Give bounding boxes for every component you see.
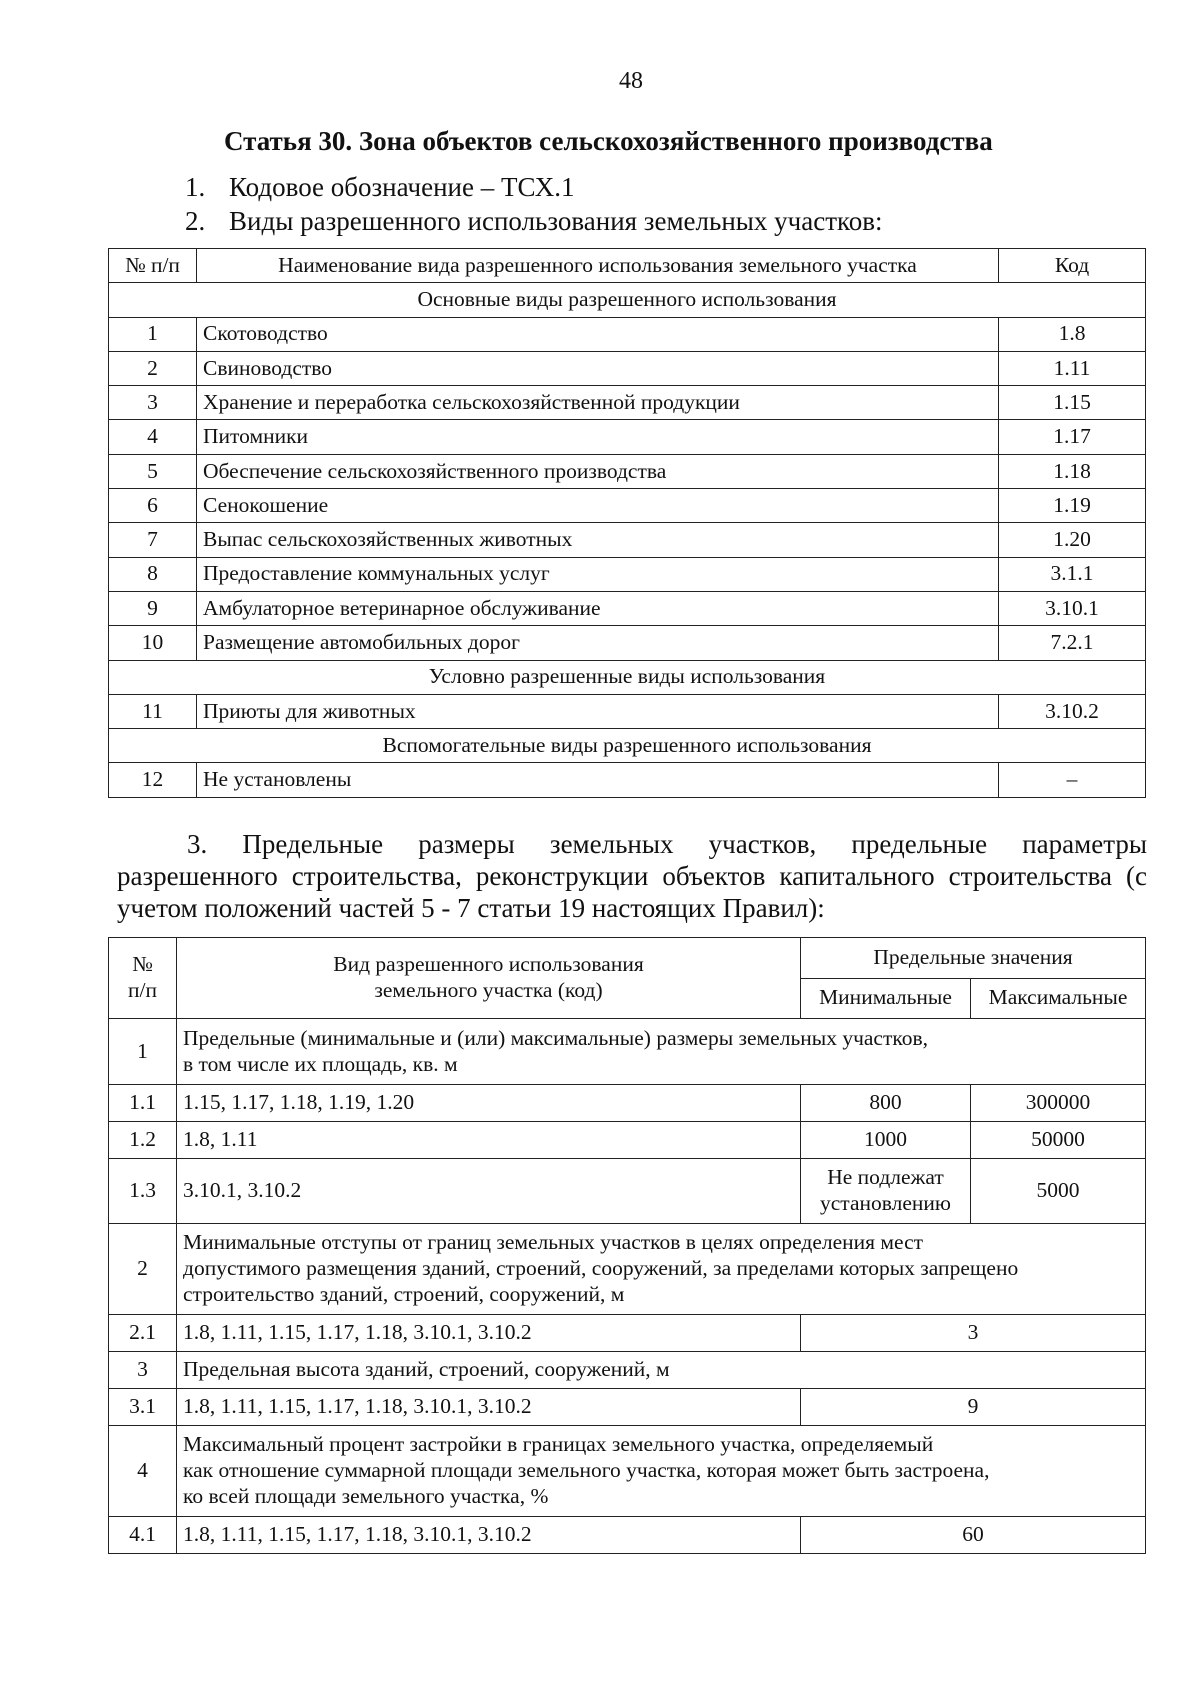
use-code: 1.20 [999, 523, 1146, 557]
section-header: Условно разрешенные виды использования [109, 660, 1146, 694]
description-line: в том числе их площадь, кв. м [183, 1051, 458, 1076]
use-code: 7.2.1 [999, 626, 1146, 660]
column-header-kind [177, 938, 801, 1019]
table-row [109, 420, 1146, 454]
use-code: 1.19 [999, 489, 1146, 523]
use-name: Обеспечение сельскохозяйственного производства [197, 454, 999, 488]
header-text: земельного участка (код) [374, 978, 603, 1002]
description-line: как отношение суммарной площади земельного участка, которая может быть застроена, [183, 1458, 990, 1483]
row-number: 2.1 [109, 1315, 177, 1352]
use-code: 3.10.2 [999, 694, 1146, 728]
use-name: Сенокошение [197, 489, 999, 523]
use-name: Свиноводство [197, 351, 999, 385]
row-number: 11 [109, 694, 197, 728]
paragraph-rest: разрешенного строительства, реконструкции объектов капитального строительства (с учетом положений частей 5 - 7 статьи 19 настоящих Правил): [117, 861, 1147, 923]
use-name: Размещение автомобильных дорог [197, 626, 999, 660]
max-value: 5000 [971, 1159, 1146, 1224]
table-row [109, 351, 1146, 385]
use-name: Приюты для животных [197, 694, 999, 728]
use-name: Питомники [197, 420, 999, 454]
row-number: 8 [109, 557, 197, 591]
row-number: 5 [109, 454, 197, 488]
description-line: строительство зданий, строений, сооружений, м [183, 1281, 625, 1306]
use-name: Выпас сельскохозяйственных животных [197, 523, 999, 557]
row-number: 1.3 [109, 1159, 177, 1224]
row-description [177, 1426, 1146, 1517]
table-header-row [109, 249, 1146, 283]
row-number: 1 [109, 1019, 177, 1085]
limit-value: 9 [801, 1389, 1146, 1426]
list-item-text: Кодовое обозначение – ТСХ.1 [229, 172, 575, 202]
table-row [109, 626, 1146, 660]
table-header-row [109, 938, 1146, 979]
description-line: ко всей площади земельного участка, % [183, 1483, 549, 1508]
row-number: 9 [109, 591, 197, 625]
table-row [109, 591, 1146, 625]
use-code: 1.15 [999, 386, 1146, 420]
limit-parameters-table [108, 937, 1146, 1554]
limit-value: 3 [801, 1315, 1146, 1352]
row-number: 3 [109, 386, 197, 420]
header-text: Вид разрешенного использования [333, 952, 644, 977]
table-row [109, 1517, 1146, 1554]
value-line: установлению [820, 1191, 951, 1215]
use-name: Хранение и переработка сельскохозяйственной продукции [197, 386, 999, 420]
use-code: – [999, 763, 1146, 797]
table-row [109, 1315, 1146, 1352]
row-number: 2 [109, 1224, 177, 1315]
header-text: п/п [128, 978, 157, 1002]
table-row [109, 763, 1146, 797]
table-row [109, 317, 1146, 351]
use-code: 3.10.1 [999, 591, 1146, 625]
table-row [109, 1122, 1146, 1159]
paragraph-first-line: 3. Предельные размеры земельных участков, предельные параметры [187, 829, 1147, 859]
list-item-number: 1. [185, 172, 206, 202]
row-codes: 1.8, 1.11, 1.15, 1.17, 1.18, 3.10.1, 3.10.2 [177, 1315, 801, 1352]
section-header: Основные виды разрешенного использования [109, 283, 1146, 317]
row-number: 4 [109, 420, 197, 454]
max-value: 50000 [971, 1122, 1146, 1159]
row-number: 2 [109, 351, 197, 385]
table-row [109, 1224, 1146, 1315]
use-code: 1.17 [999, 420, 1146, 454]
header-text: № [132, 952, 153, 977]
paragraph-limits [117, 828, 1147, 924]
use-name: Скотоводство [197, 317, 999, 351]
min-value: 1000 [801, 1122, 971, 1159]
use-code: 3.1.1 [999, 557, 1146, 591]
row-codes: 1.8, 1.11, 1.15, 1.17, 1.18, 3.10.1, 3.10.2 [177, 1517, 801, 1554]
table-row [109, 1019, 1146, 1085]
value-line: Не подлежат [827, 1165, 944, 1190]
table-row [109, 1085, 1146, 1122]
section-header: Вспомогательные виды разрешенного использования [109, 729, 1146, 763]
row-description: Предельная высота зданий, строений, сооружений, м [177, 1352, 1146, 1389]
row-number: 7 [109, 523, 197, 557]
list-item-code [185, 172, 575, 203]
table-row [109, 694, 1146, 728]
row-description [177, 1019, 1146, 1085]
row-number: 12 [109, 763, 197, 797]
row-number: 1 [109, 317, 197, 351]
list-item-number: 2. [185, 206, 206, 236]
column-header: Код [999, 249, 1146, 283]
column-header: № п/п [109, 249, 197, 283]
column-header: Наименование вида разрешенного использования земельного участка [197, 249, 999, 283]
table-row [109, 386, 1146, 420]
row-number: 10 [109, 626, 197, 660]
article-title: Статья 30. Зона объектов сельскохозяйственного производства [224, 126, 993, 156]
description-line: допустимого размещения зданий, строений, сооружений, за пределами которых запрещено [183, 1256, 1019, 1281]
column-header-max: Максимальные [971, 978, 1146, 1019]
limit-value: 60 [801, 1517, 1146, 1554]
max-value: 300000 [971, 1085, 1146, 1122]
use-name: Амбулаторное ветеринарное обслуживание [197, 591, 999, 625]
list-item-text: Виды разрешенного использования земельных участков: [229, 206, 883, 236]
list-item-uses [185, 206, 883, 237]
use-code: 1.18 [999, 454, 1146, 488]
column-header-number [109, 938, 177, 1019]
description-line: Предельные (минимальные и (или) максимальные) размеры земельных участков, [183, 1025, 928, 1050]
description-line: Максимальный процент застройки в границах земельного участка, определяемый [183, 1432, 934, 1457]
use-code: 1.8 [999, 317, 1146, 351]
column-header-min: Минимальные [801, 978, 971, 1019]
row-number: 4.1 [109, 1517, 177, 1554]
table-row [109, 454, 1146, 488]
row-description [177, 1224, 1146, 1315]
permitted-uses-table [108, 248, 1146, 798]
row-codes: 1.15, 1.17, 1.18, 1.19, 1.20 [177, 1085, 801, 1122]
table-row [109, 523, 1146, 557]
row-number: 1.1 [109, 1085, 177, 1122]
use-name: Не установлены [197, 763, 999, 797]
table-row [109, 489, 1146, 523]
row-codes: 1.8, 1.11 [177, 1122, 801, 1159]
page-number: 48 [619, 68, 643, 94]
min-value [801, 1159, 971, 1224]
row-codes: 1.8, 1.11, 1.15, 1.17, 1.18, 3.10.1, 3.10.2 [177, 1389, 801, 1426]
table-row [109, 1159, 1146, 1224]
use-code: 1.11 [999, 351, 1146, 385]
table-row [109, 1352, 1146, 1389]
table-row [109, 1426, 1146, 1517]
row-number: 4 [109, 1426, 177, 1517]
min-value: 800 [801, 1085, 971, 1122]
column-header-limits: Предельные значения [801, 938, 1146, 979]
use-name: Предоставление коммунальных услуг [197, 557, 999, 591]
row-number: 3 [109, 1352, 177, 1389]
row-number: 1.2 [109, 1122, 177, 1159]
table-row [109, 1389, 1146, 1426]
row-number: 3.1 [109, 1389, 177, 1426]
row-codes: 3.10.1, 3.10.2 [177, 1159, 801, 1224]
description-line: Минимальные отступы от границ земельных участков в целях определения мест [183, 1230, 924, 1255]
row-number: 6 [109, 489, 197, 523]
table-row [109, 557, 1146, 591]
